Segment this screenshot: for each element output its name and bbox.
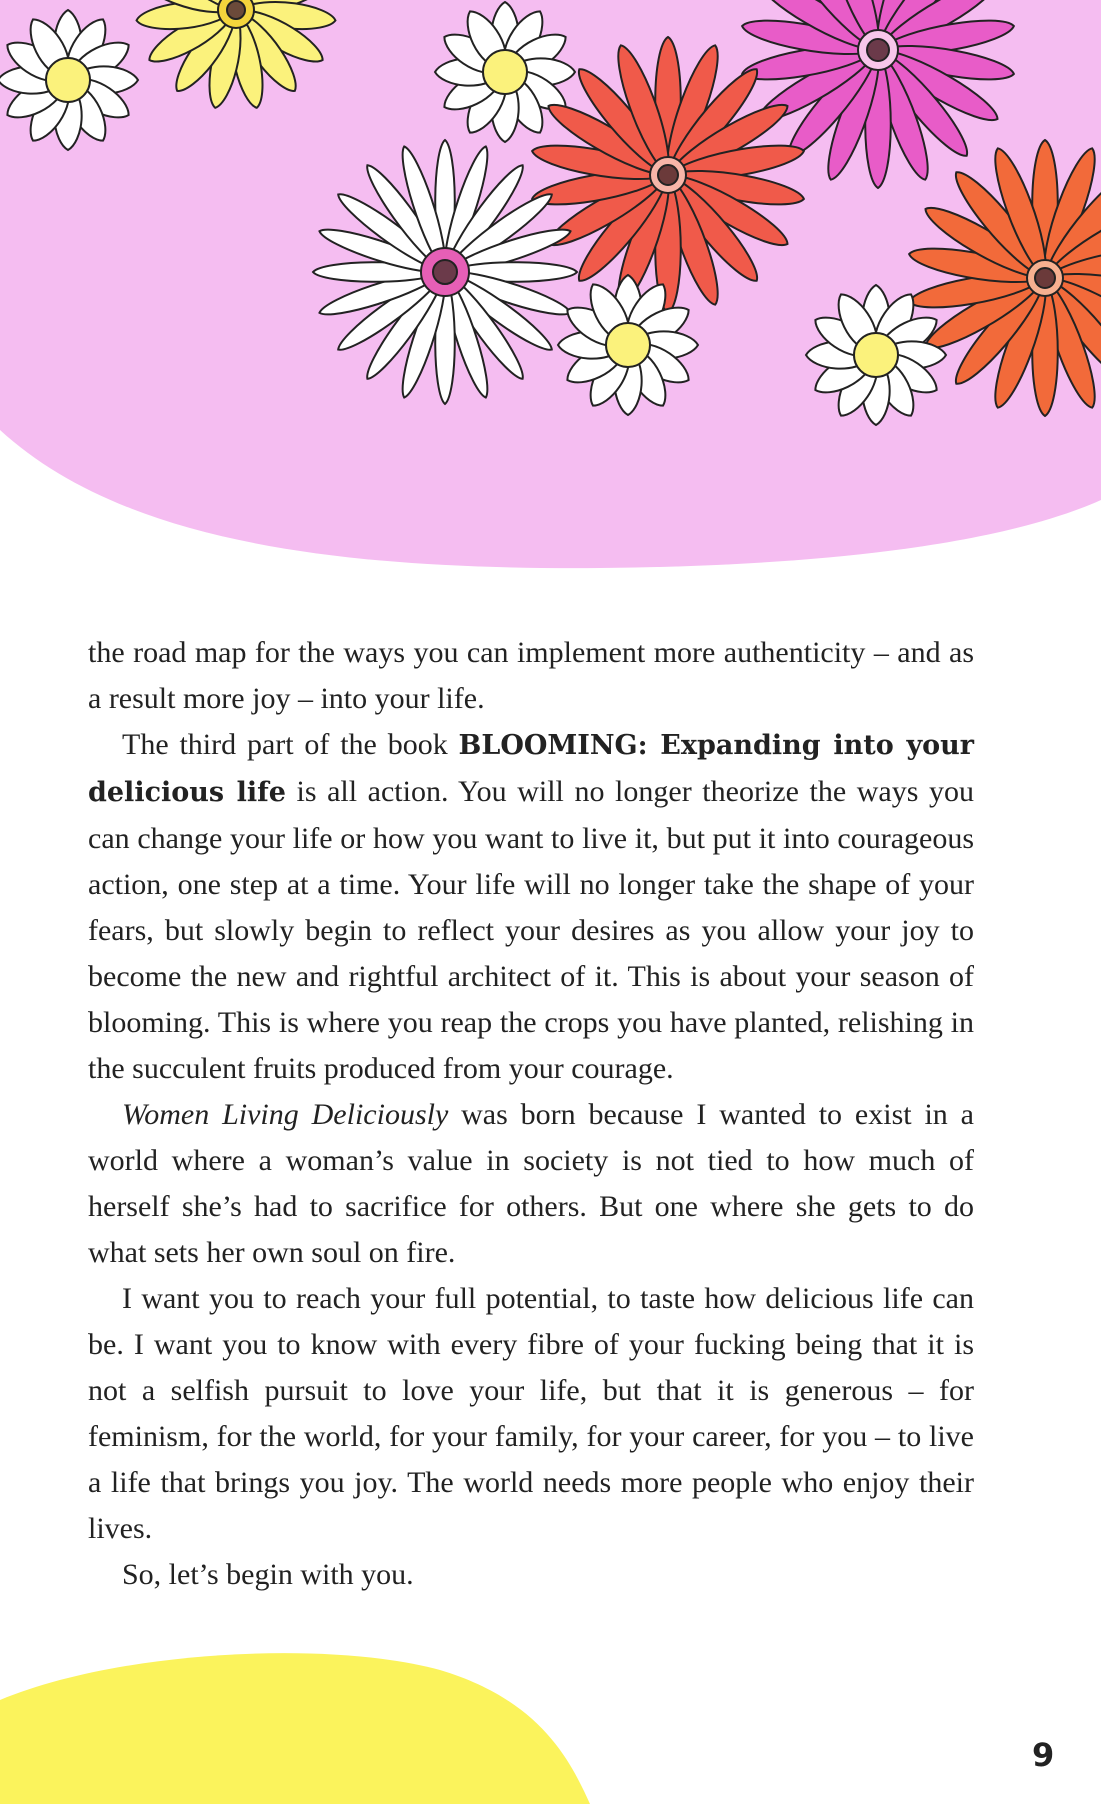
- flower-illustration: [0, 0, 1101, 580]
- part-title-blooming: BLOOMING: Expanding into your delicious life: [88, 730, 974, 808]
- paragraph-3-body: was born because I wanted to exist in a world where a woman’s value in society is not tied to how much of herself she’s had to sacrifice for others. But one where she gets to do what sets her own soul on fire.: [88, 1098, 974, 1269]
- paragraph-2: [88, 722, 974, 1092]
- paragraph-2-intro: The third part of the book: [122, 728, 459, 761]
- paragraph-2-body: is all action. You will no longer theorize the ways you can change your life or how you want to live it, but put it into courageous action, one step at a time. Your life will no longer take the shape of your fears, but slowly begin to reflect your desires as you allow your joy to become the new and rightful architect of it. This is about your season of blooming. This is where you reap the crops you have planted, relishing in the succulent fruits produced from your courage.: [88, 775, 974, 1085]
- paragraph-3: [88, 1092, 974, 1276]
- yellow-blob: [0, 1640, 700, 1804]
- body-text: [88, 630, 974, 1598]
- page-number: 9: [1032, 1736, 1055, 1774]
- paragraph-1: the road map for the ways you can implement more authenticity – and as a result more joy – into your life.: [88, 636, 974, 715]
- paragraph-5: So, let’s begin with you.: [122, 1558, 414, 1591]
- paragraph-4: I want you to reach your full potential, to taste how delicious life can be. I want you to know with every fibre of your fucking being that it is not a selfish pursuit to love your life, but that it is generous – for feminism, for the world, for your family, for your career, for you – to live a life that brings you joy. The world needs more people who enjoy their lives.: [88, 1282, 974, 1545]
- book-title: Women Living Deliciously: [122, 1098, 449, 1131]
